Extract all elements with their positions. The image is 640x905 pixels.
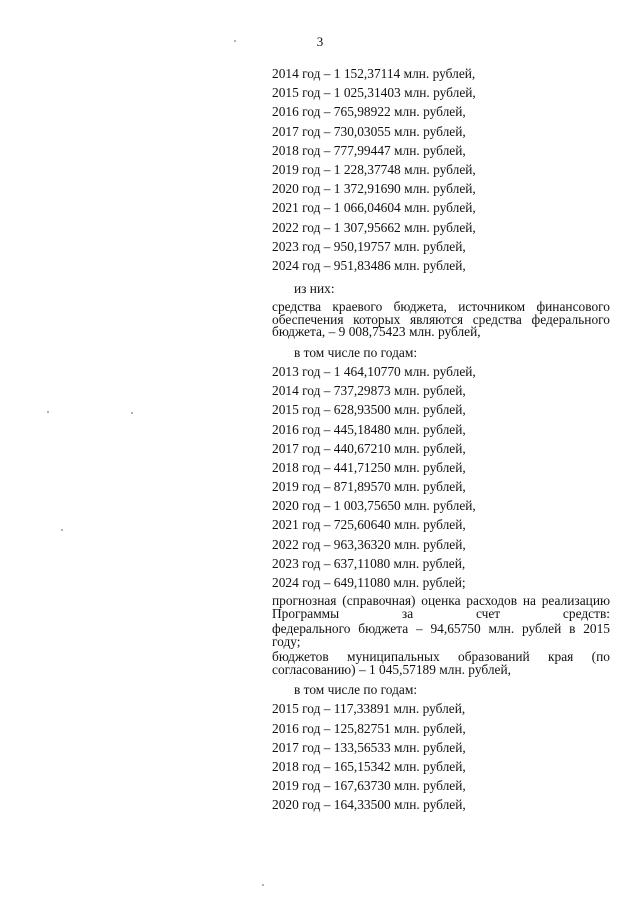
list-item: 2022 год – 963,36320 млн. рублей, bbox=[272, 536, 466, 552]
list-item: 2019 год – 871,89570 млн. рублей, bbox=[272, 479, 466, 495]
scan-speck bbox=[262, 884, 264, 886]
list-item: 2013 год – 1 464,10770 млн. рублей, bbox=[272, 363, 476, 379]
scan-speck bbox=[234, 40, 236, 42]
of-them-label: из них: bbox=[294, 281, 335, 297]
list-item: 2020 год – 164,33500 млн. рублей, bbox=[272, 797, 466, 813]
list-item: 2020 год – 1 003,75650 млн. рублей, bbox=[272, 498, 476, 514]
list-item: 2018 год – 777,99447 млн. рублей, bbox=[272, 142, 466, 158]
list-item: 2022 год – 1 307,95662 млн. рублей, bbox=[272, 219, 476, 235]
forecast-paragraph: прогнозная (справочная) оценка расходов на реализацию Программы за счет средств: bbox=[272, 593, 610, 621]
list-item: 2015 год – 117,33891 млн. рублей, bbox=[272, 701, 466, 717]
document-body bbox=[272, 64, 610, 815]
by-years-label: в том числе по годам: bbox=[294, 682, 418, 698]
funding-by-year-list bbox=[272, 64, 610, 275]
list-item: 2020 год – 1 372,91690 млн. рублей, bbox=[272, 181, 476, 197]
list-item: 2024 год – 951,83486 млн. рублей, bbox=[272, 257, 466, 273]
list-item: 2023 год – 637,11080 млн. рублей, bbox=[272, 555, 466, 571]
list-item: 2017 год – 133,56533 млн. рублей, bbox=[272, 739, 466, 755]
list-item: 2016 год – 445,18480 млн. рублей, bbox=[272, 421, 466, 437]
scan-speck bbox=[131, 412, 133, 414]
list-item: 2014 год – 737,29873 млн. рублей, bbox=[272, 383, 466, 399]
list-item: 2018 год – 441,71250 млн. рублей, bbox=[272, 459, 466, 475]
list-item: 2021 год – 725,60640 млн. рублей, bbox=[272, 517, 466, 533]
regional-funding-by-year-list bbox=[272, 362, 610, 592]
list-item: 2014 год – 1 152,37114 млн. рублей, bbox=[272, 66, 476, 81]
list-item: 2017 год – 440,67210 млн. рублей, bbox=[272, 440, 466, 456]
list-item: 2016 год – 765,98922 млн. рублей, bbox=[272, 104, 466, 120]
list-item: 2019 год – 1 228,37748 млн. рублей, bbox=[272, 161, 476, 177]
scan-speck bbox=[47, 411, 49, 413]
scan-speck bbox=[61, 529, 63, 531]
by-years-label: в том числе по годам: bbox=[294, 344, 418, 360]
list-item: 2015 год – 1 025,31403 млн. рублей, bbox=[272, 85, 476, 101]
page-number: 3 bbox=[316, 34, 324, 49]
federal-budget-paragraph: федерального бюджета – 94,65750 млн. рублей в 2015 году; bbox=[272, 621, 610, 649]
list-item: 2023 год – 950,19757 млн. рублей, bbox=[272, 238, 466, 254]
municipal-budgets-paragraph: бюджетов муниципальных образований края (по согласованию) – 1 045,57189 млн. рублей, bbox=[272, 649, 610, 677]
list-item: 2024 год – 649,11080 млн. рублей; bbox=[272, 575, 466, 590]
list-item: 2018 год – 165,15342 млн. рублей, bbox=[272, 758, 466, 774]
municipal-funding-by-year-list bbox=[272, 699, 610, 814]
regional-budget-paragraph: средства краевого бюджета, источником финансового обеспечения которых являются средства федерального бюджета, – 9 008,75423 млн. рублей, bbox=[272, 299, 610, 340]
list-item: 2019 год – 167,63730 млн. рублей, bbox=[272, 778, 466, 794]
list-item: 2016 год – 125,82751 млн. рублей, bbox=[272, 720, 466, 736]
list-item: 2015 год – 628,93500 млн. рублей, bbox=[272, 402, 466, 418]
list-item: 2021 год – 1 066,04604 млн. рублей, bbox=[272, 200, 476, 216]
list-item: 2017 год – 730,03055 млн. рублей, bbox=[272, 123, 466, 139]
